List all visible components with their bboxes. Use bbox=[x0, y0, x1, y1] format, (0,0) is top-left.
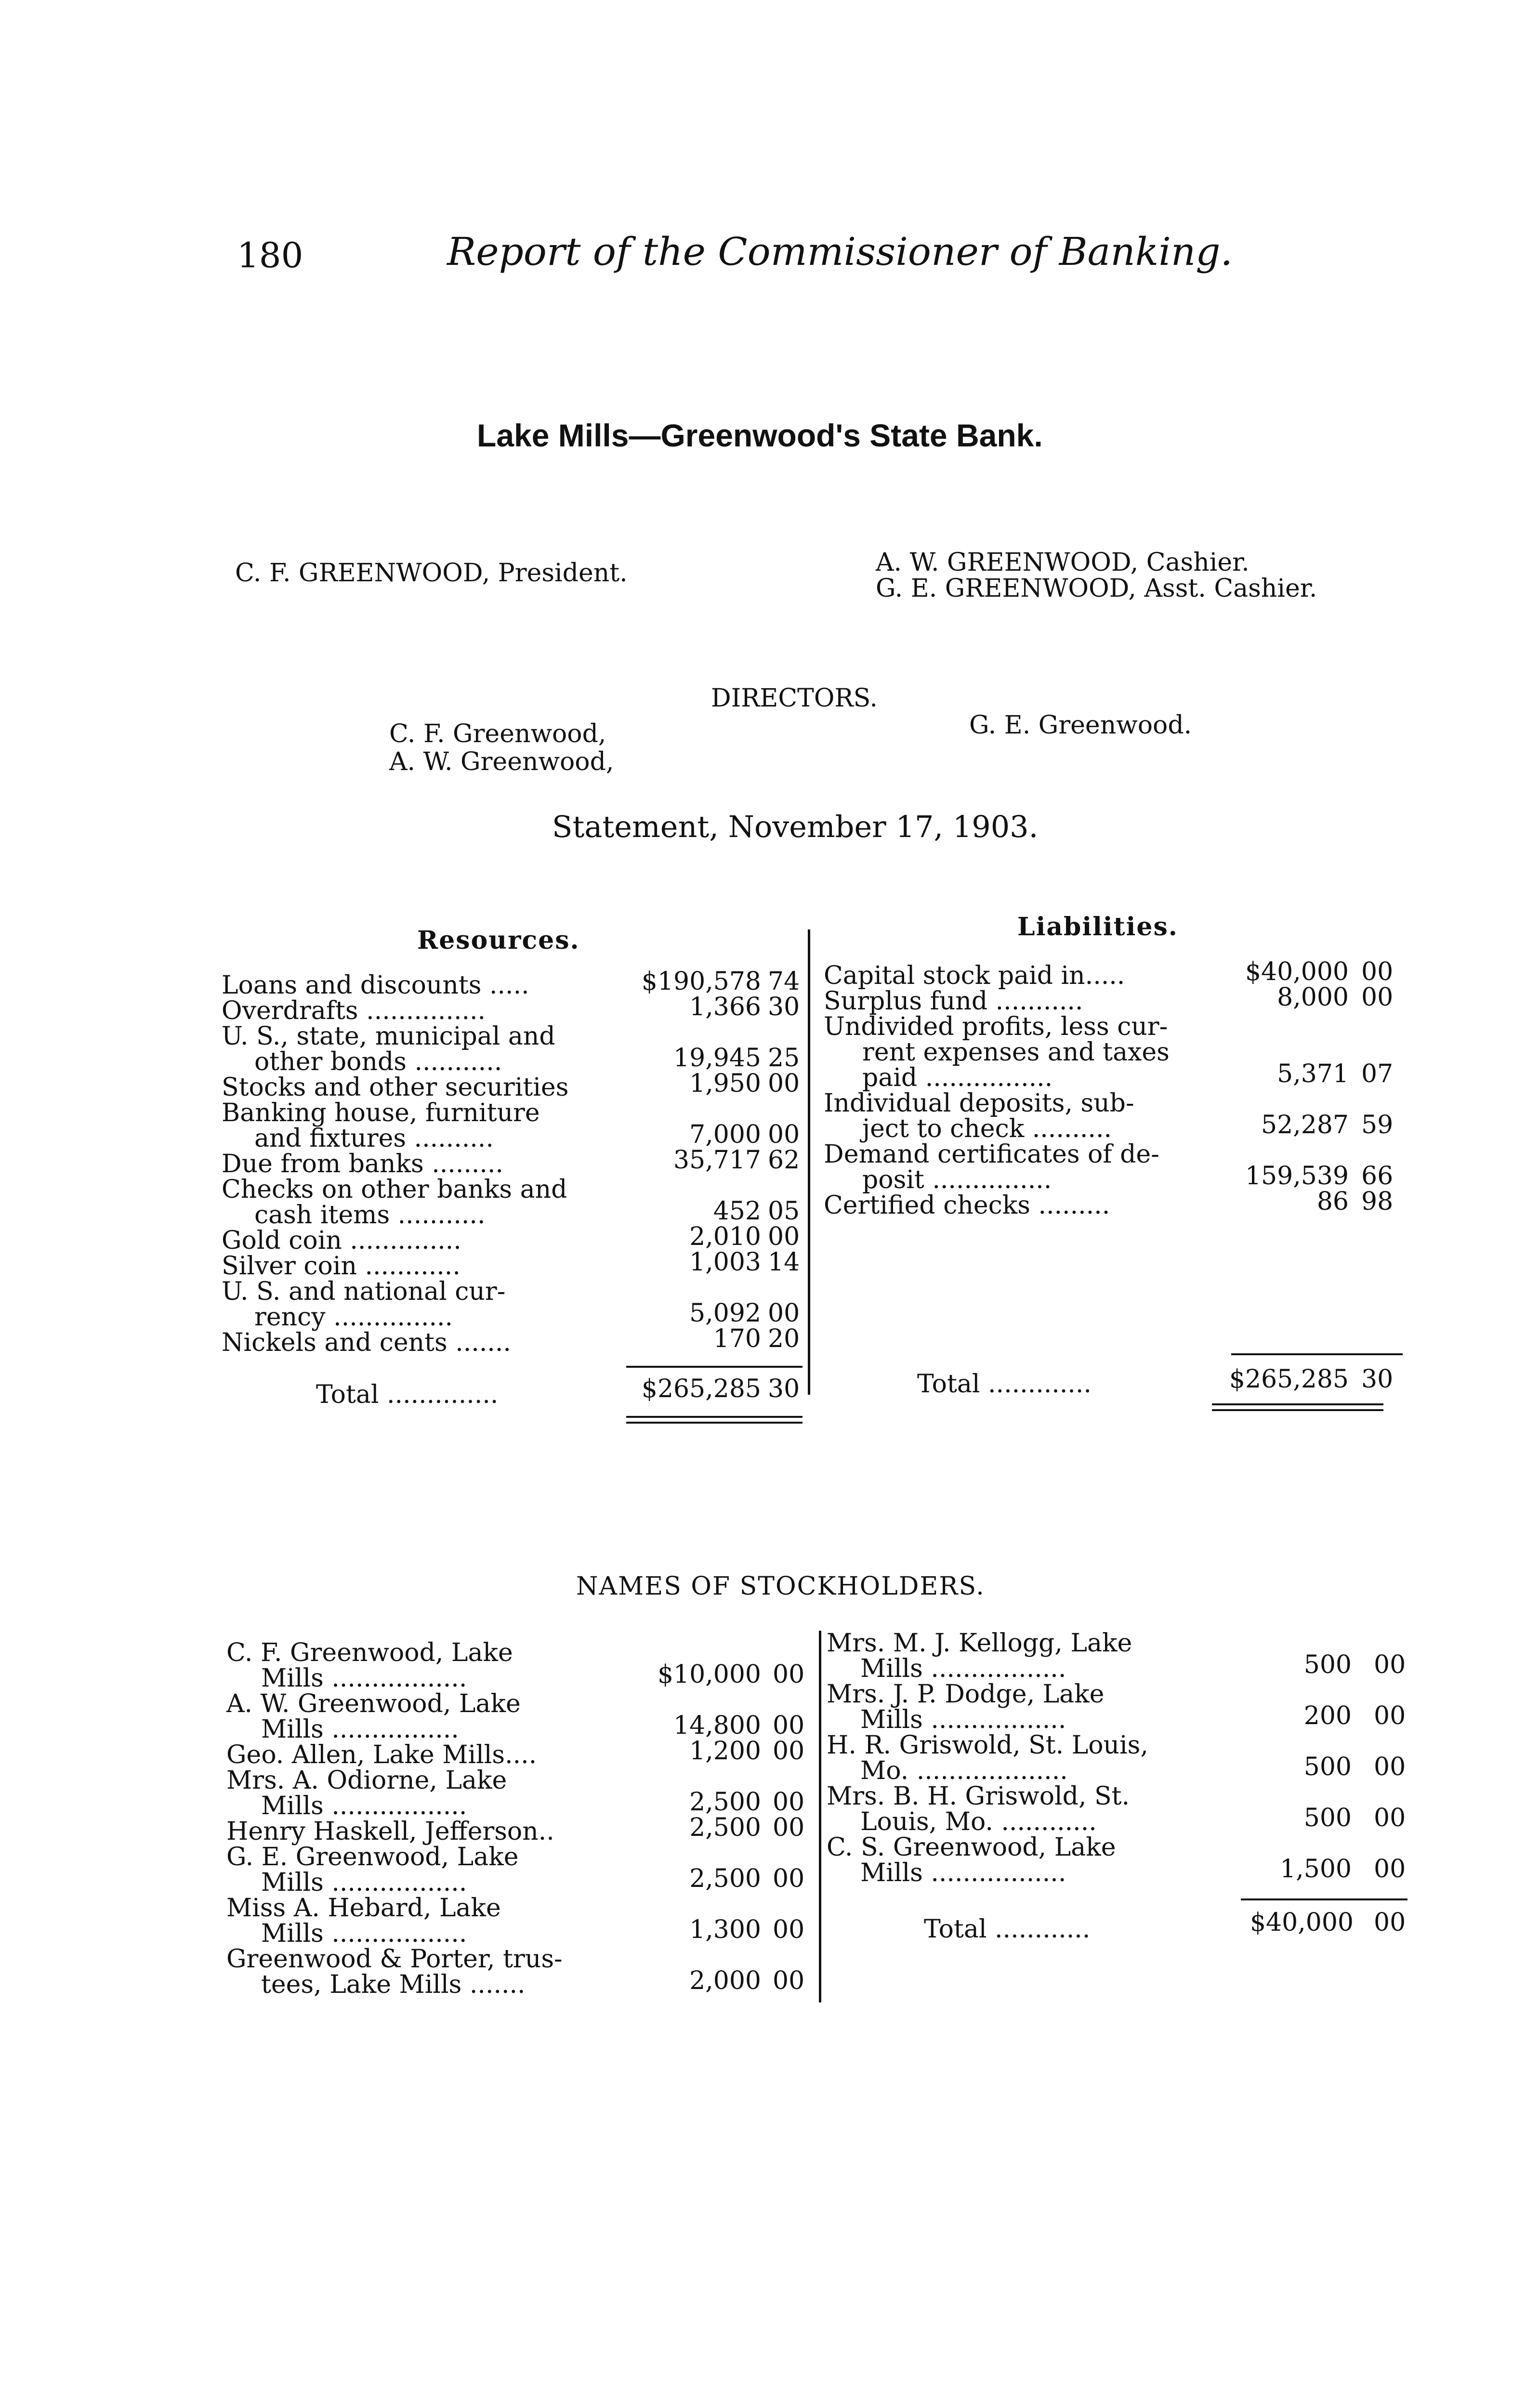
liability-row-label: posit ............... bbox=[862, 1165, 1052, 1194]
liability-row-dollars: 5,371 bbox=[1277, 1060, 1349, 1088]
resource-row-cents: 14 bbox=[768, 1248, 800, 1277]
resource-row-cents: 62 bbox=[768, 1146, 800, 1175]
stockholder-row-dollars: 1,200 bbox=[689, 1737, 761, 1766]
stockholder-row-cents: 00 bbox=[773, 1660, 805, 1689]
resource-row-cents: 20 bbox=[768, 1324, 800, 1353]
liability-row-dollars: 8,000 bbox=[1277, 983, 1349, 1012]
liability-row-label: paid ................ bbox=[862, 1063, 1053, 1092]
stockholders-total-rule bbox=[1241, 1898, 1408, 1900]
stockholder-row-cents: 00 bbox=[773, 1813, 805, 1842]
stockholders-divider bbox=[819, 1631, 821, 2002]
liability-row-label: rent expenses and taxes bbox=[862, 1038, 1170, 1067]
stockholder-row-cents: 00 bbox=[1374, 1804, 1406, 1832]
stockholder-row-cents: 00 bbox=[773, 1788, 805, 1817]
resource-row-label: U. S., state, municipal and bbox=[222, 1022, 555, 1051]
stockholder-row-label: Mills ................. bbox=[860, 1705, 1066, 1734]
resource-row-dollars: 170 bbox=[713, 1324, 761, 1353]
resource-row-label: rency ............... bbox=[254, 1303, 453, 1332]
resource-row-label: Loans and discounts ..... bbox=[222, 971, 529, 1000]
liabilities-total-label: Total ............. bbox=[917, 1370, 1092, 1399]
director-name: G. E. Greenwood. bbox=[969, 711, 1192, 740]
liability-row-cents: 00 bbox=[1361, 957, 1394, 986]
resource-row-dollars: 1,950 bbox=[689, 1069, 761, 1098]
stockholder-row-cents: 00 bbox=[773, 1711, 805, 1740]
stockholder-row-dollars: 500 bbox=[1303, 1804, 1352, 1832]
stockholder-row-cents: 00 bbox=[773, 1915, 805, 1944]
liabilities-heading: Liabilities. bbox=[1017, 912, 1178, 942]
resource-row-dollars: $190,578 bbox=[641, 967, 761, 996]
liabilities-total-double-rule bbox=[1212, 1403, 1383, 1405]
stockholders-total-cents: 00 bbox=[1374, 1908, 1406, 1937]
resource-row-dollars: 5,092 bbox=[689, 1299, 761, 1328]
liability-row-cents: 59 bbox=[1361, 1111, 1394, 1139]
resource-row-dollars: 2,010 bbox=[689, 1222, 761, 1251]
stockholder-row-dollars: $10,000 bbox=[657, 1660, 761, 1689]
stockholder-row-label: Mills ................. bbox=[860, 1654, 1066, 1683]
liability-row-label: Surplus fund ........... bbox=[824, 987, 1083, 1016]
liability-row-cents: 07 bbox=[1361, 1060, 1394, 1088]
statement-title: Statement, November 17, 1903. bbox=[552, 809, 1039, 844]
resource-row-cents: 00 bbox=[768, 1120, 800, 1149]
stockholder-row-label: Miss A. Hebard, Lake bbox=[226, 1894, 501, 1923]
resource-row-dollars: 7,000 bbox=[689, 1120, 761, 1149]
stockholders-total-label: Total ............ bbox=[924, 1915, 1091, 1944]
resource-row-cents: 00 bbox=[768, 1222, 800, 1251]
resource-row-dollars: 19,945 bbox=[673, 1044, 761, 1073]
stockholder-row-label: Mills ................. bbox=[860, 1858, 1066, 1887]
stockholder-row-dollars: 500 bbox=[1303, 1753, 1352, 1781]
liability-row-label: Undivided profits, less cur- bbox=[824, 1012, 1168, 1041]
resource-row-label: Stocks and other securities bbox=[222, 1073, 569, 1102]
page-number: 180 bbox=[237, 235, 303, 275]
running-title: Report of the Commissioner of Banking. bbox=[447, 229, 1233, 274]
resources-total-label: Total .............. bbox=[316, 1380, 499, 1409]
resource-row-dollars: 1,366 bbox=[689, 993, 761, 1021]
liabilities-total-cents: 30 bbox=[1361, 1365, 1394, 1394]
stockholder-row-dollars: 2,500 bbox=[689, 1813, 761, 1842]
stockholder-row-cents: 00 bbox=[1374, 1701, 1406, 1730]
stockholder-row-dollars: 1,500 bbox=[1280, 1855, 1352, 1884]
liability-row-label: ject to check .......... bbox=[862, 1114, 1112, 1143]
stockholder-row-label: Mo. ................... bbox=[860, 1756, 1068, 1785]
stockholders-right-column bbox=[827, 1631, 1414, 1949]
resources-total-double-rule bbox=[626, 1422, 802, 1424]
resource-row-dollars: 35,717 bbox=[673, 1146, 761, 1175]
stockholder-row-label: Louis, Mo. ............ bbox=[860, 1807, 1097, 1836]
stockholder-row-label: G. E. Greenwood, Lake bbox=[226, 1843, 519, 1871]
cashier-line: A. W. GREENWOOD, Cashier. bbox=[876, 548, 1250, 577]
stockholder-row-dollars: 14,800 bbox=[673, 1711, 761, 1740]
stockholder-row-label: Mills ................. bbox=[261, 1919, 467, 1948]
stockholder-row-cents: 00 bbox=[1374, 1753, 1406, 1781]
stockholders-heading: NAMES OF STOCKHOLDERS. bbox=[576, 1572, 985, 1601]
director-name: A. W. Greenwood, bbox=[389, 747, 614, 776]
stockholder-row-dollars: 1,300 bbox=[689, 1915, 761, 1944]
stockholder-row-label: tees, Lake Mills ....... bbox=[261, 1970, 526, 1999]
resource-row-cents: 00 bbox=[768, 1299, 800, 1328]
resource-row-dollars: 1,003 bbox=[689, 1248, 761, 1277]
stockholder-row-label: Geo. Allen, Lake Mills.... bbox=[226, 1741, 537, 1769]
resource-row-label: other bonds ........... bbox=[254, 1047, 502, 1076]
liability-row-dollars: $40,000 bbox=[1245, 957, 1349, 986]
stockholder-row-dollars: 2,500 bbox=[689, 1788, 761, 1817]
liability-row-label: Certified checks ......... bbox=[824, 1191, 1110, 1220]
stockholder-row-dollars: 200 bbox=[1303, 1701, 1352, 1730]
stockholder-row-label: Mrs. B. H. Griswold, St. bbox=[827, 1782, 1130, 1811]
stockholder-row-cents: 00 bbox=[773, 1737, 805, 1766]
resources-total-dollars: $265,285 bbox=[641, 1374, 761, 1403]
liability-row-cents: 66 bbox=[1361, 1162, 1394, 1191]
stockholders-left-column bbox=[226, 1640, 814, 2016]
stockholder-row-label: Mrs. M. J. Kellogg, Lake bbox=[827, 1629, 1132, 1658]
stockholder-row-dollars: 2,000 bbox=[689, 1966, 761, 1995]
resource-row-label: Checks on other banks and bbox=[222, 1175, 567, 1204]
resource-row-cents: 25 bbox=[768, 1044, 800, 1073]
liability-row-label: Capital stock paid in..... bbox=[824, 961, 1125, 990]
liabilities-table bbox=[824, 957, 1416, 1397]
asst-cashier-line: G. E. GREENWOOD, Asst. Cashier. bbox=[876, 574, 1317, 603]
stockholder-row-label: A. W. Greenwood, Lake bbox=[226, 1689, 521, 1718]
liabilities-total-rule bbox=[1231, 1353, 1403, 1355]
resource-row-label: Due from banks ......... bbox=[222, 1150, 503, 1178]
resource-row-label: Nickels and cents ....... bbox=[222, 1328, 511, 1357]
liability-row-cents: 00 bbox=[1361, 983, 1394, 1012]
bank-title: Lake Mills—Greenwood's State Bank. bbox=[477, 418, 1043, 453]
liability-row-dollars: 159,539 bbox=[1245, 1162, 1349, 1191]
resource-row-dollars: 452 bbox=[713, 1197, 761, 1226]
stockholder-row-label: Greenwood & Porter, trus- bbox=[226, 1945, 563, 1974]
resource-row-label: U. S. and national cur- bbox=[222, 1277, 506, 1306]
resource-row-cents: 74 bbox=[768, 967, 800, 996]
stockholder-row-label: Henry Haskell, Jefferson.. bbox=[226, 1817, 554, 1846]
stockholder-row-dollars: 2,500 bbox=[689, 1864, 761, 1893]
balance-divider bbox=[808, 929, 810, 1395]
liabilities-total-double-rule bbox=[1212, 1409, 1383, 1411]
resource-row-label: Banking house, furniture bbox=[222, 1099, 540, 1127]
director-name: C. F. Greenwood, bbox=[389, 720, 606, 748]
resource-row-cents: 05 bbox=[768, 1197, 800, 1226]
president-line: C. F. GREENWOOD, President. bbox=[235, 559, 628, 588]
resources-table bbox=[222, 967, 800, 1409]
stockholder-row-cents: 00 bbox=[1374, 1855, 1406, 1884]
resource-row-label: Silver coin ............ bbox=[222, 1252, 460, 1281]
resources-heading: Resources. bbox=[417, 926, 580, 955]
resources-total-double-rule bbox=[626, 1416, 802, 1418]
resource-row-cents: 00 bbox=[768, 1069, 800, 1098]
stockholder-row-label: Mrs. A. Odiorne, Lake bbox=[226, 1766, 507, 1795]
stockholder-row-label: H. R. Griswold, St. Louis, bbox=[827, 1731, 1148, 1760]
resource-row-label: and fixtures .......... bbox=[254, 1124, 494, 1153]
stockholder-row-cents: 00 bbox=[773, 1966, 805, 1995]
stockholder-row-label: Mills ................ bbox=[261, 1715, 459, 1744]
stockholder-row-label: Mills ................. bbox=[261, 1664, 467, 1693]
resources-total-rule bbox=[626, 1366, 802, 1368]
stockholder-row-dollars: 500 bbox=[1303, 1650, 1352, 1679]
stockholder-row-label: C. F. Greenwood, Lake bbox=[226, 1638, 513, 1667]
resource-row-cents: 30 bbox=[768, 993, 800, 1021]
resource-row-label: Gold coin .............. bbox=[222, 1226, 461, 1255]
liability-row-dollars: 86 bbox=[1316, 1187, 1349, 1216]
stockholder-row-label: Mills ................. bbox=[261, 1868, 467, 1897]
directors-heading: DIRECTORS. bbox=[711, 684, 878, 713]
resource-row-label: cash items ........... bbox=[254, 1201, 486, 1230]
liability-row-cents: 98 bbox=[1361, 1187, 1394, 1216]
liability-row-label: Individual deposits, sub- bbox=[824, 1089, 1134, 1118]
stockholder-row-cents: 00 bbox=[1374, 1650, 1406, 1679]
liability-row-dollars: 52,287 bbox=[1261, 1111, 1349, 1139]
liabilities-total-dollars: $265,285 bbox=[1229, 1365, 1349, 1394]
stockholder-row-label: C. S. Greenwood, Lake bbox=[827, 1833, 1116, 1862]
stockholder-row-label: Mills ................. bbox=[261, 1792, 467, 1820]
liability-row-label: Demand certificates of de- bbox=[824, 1140, 1159, 1169]
stockholder-row-label: Mrs. J. P. Dodge, Lake bbox=[827, 1680, 1105, 1709]
resource-row-label: Overdrafts ............... bbox=[222, 996, 486, 1025]
stockholders-total-dollars: $40,000 bbox=[1250, 1908, 1354, 1937]
stockholder-row-cents: 00 bbox=[773, 1864, 805, 1893]
resources-total-cents: 30 bbox=[768, 1374, 800, 1403]
